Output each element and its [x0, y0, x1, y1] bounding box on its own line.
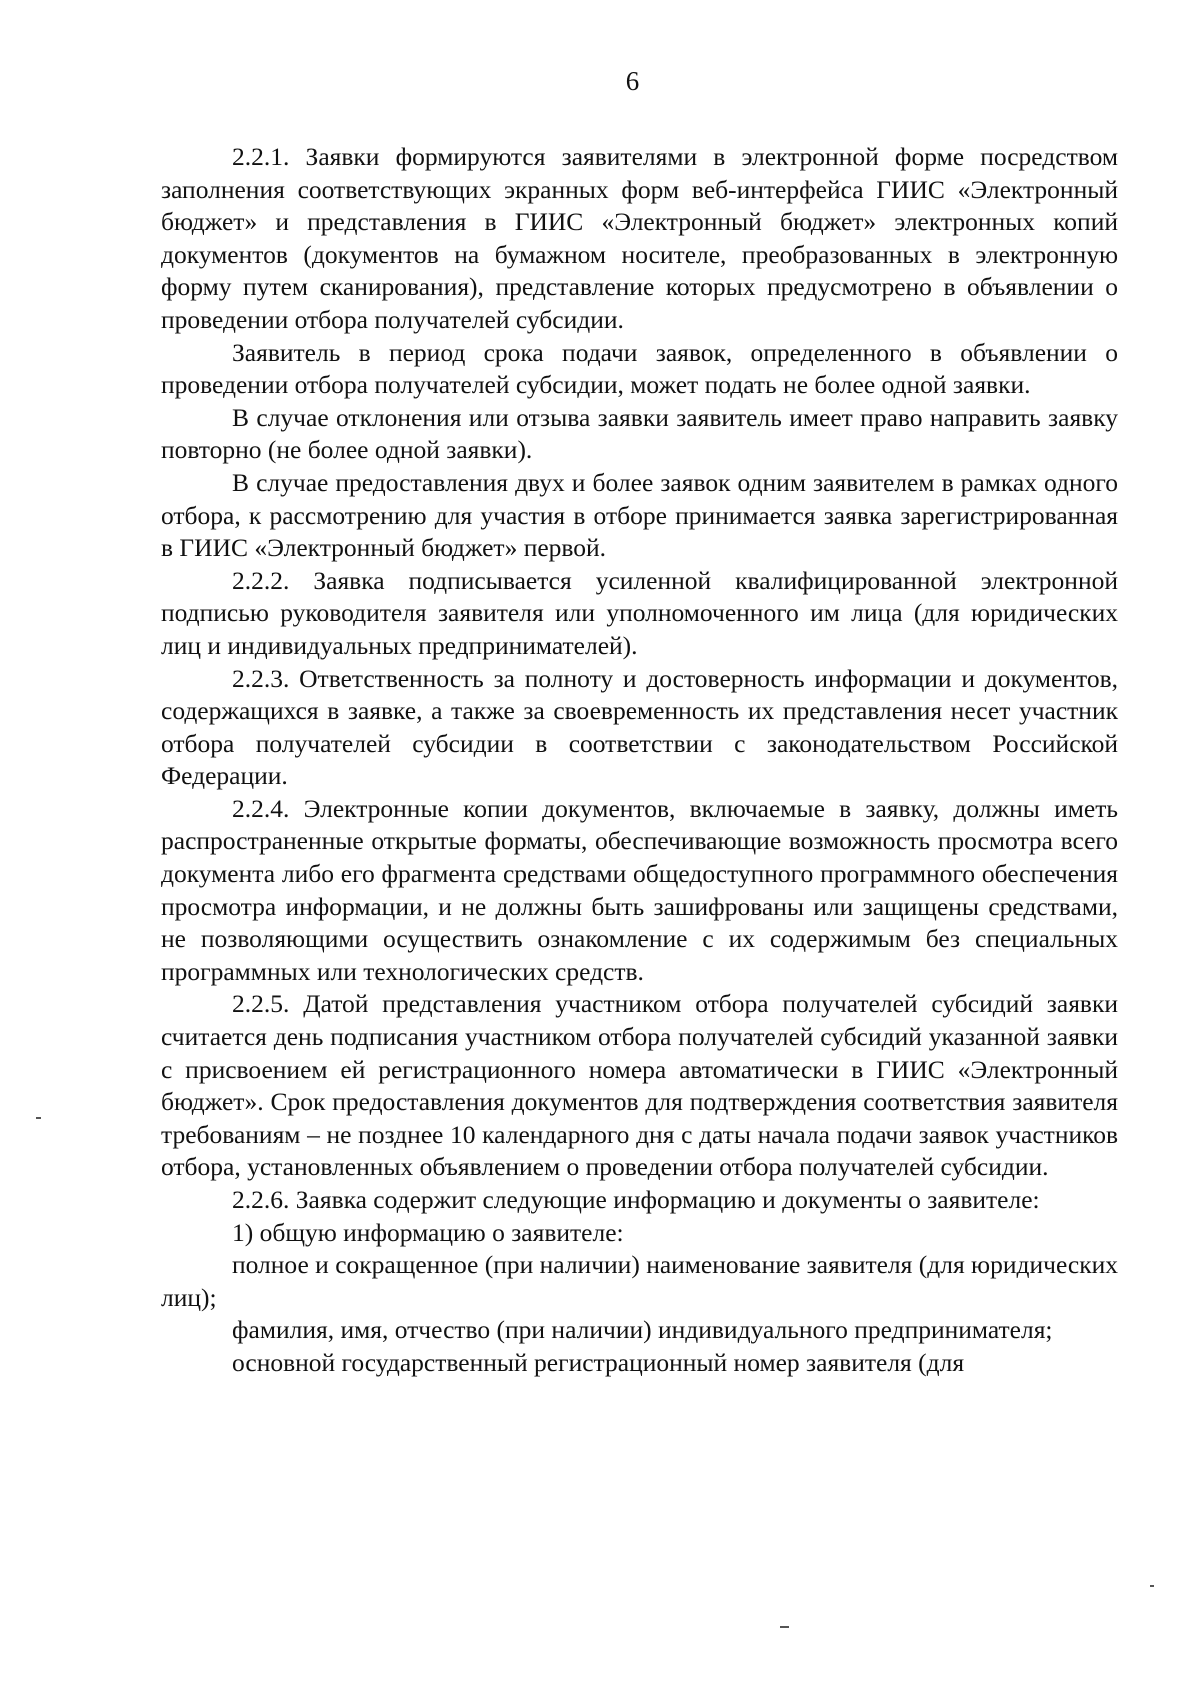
paragraph-2-2-3: 2.2.3. Ответственность за полноту и достоверность информации и документов, содержащихся в заявке, а также за своевременность их представления несет участник отбора получателей субсидии в соответствии с законодательством Российской Федерации.: [161, 663, 1118, 791]
paragraph-2-2-6: 2.2.6. Заявка содержит следующие информацию и документы о заявителе:: [232, 1185, 1040, 1214]
scan-artifact: [780, 1626, 789, 1628]
page-number: 6: [625, 66, 640, 96]
scan-artifact: [1150, 1585, 1154, 1587]
list-item-general-info: 1) общую информацию о заявителе:: [232, 1217, 624, 1247]
paragraph-rejection: В случае отклонения или отзыва заявки заявитель имеет право направить заявку повторно (не более одной заявки).: [161, 402, 1118, 465]
paragraph-2-2-2: 2.2.2. Заявка подписывается усиленной квалифицированной электронной подписью руководителя заявителя или уполномоченного им лица (для юридических лиц и индивидуальных предпринимателей).: [161, 565, 1118, 660]
paragraph-2-2-4: 2.2.4. Электронные копии документов, включаемые в заявку, должны иметь распространенные открытые форматы, обеспечивающие возможность просмотра всего документа либо его фрагмента средствами общедоступного программного обеспечения просмотра информации, и не должны быть зашифрованы или защищены средствами, не позволяющими осуществить ознакомление с их содержимым без специальных программных или технологических средств.: [161, 793, 1118, 986]
paragraph-2-2-5: 2.2.5. Датой представления участником отбора получателей субсидий заявки считается день подписания участником отбора получателей субсидий указанной заявки с присвоением ей регистрационного номера автоматически в ГИИС «Электронный бюджет». Срок предоставления документов для подтверждения соответствия заявителя требованиям – не позднее 10 календарного дня с даты начала подачи заявок участников отбора, установленных объявлением о проведении отбора получателей субсидии.: [161, 989, 1118, 1182]
paragraph-2-2-1: 2.2.1. Заявки формируются заявителями в электронной форме посредством заполнения соответствующих экранных форм веб-интерфейса ГИИС «Электронный бюджет» и представления в ГИИС «Электронный бюджет» электронных копий документов (документов на бумажном носителе, преобразованных в электронную форму путем сканирования), представление которых предусмотрено в объявлении о проведении отбора получателей субсидии.: [161, 142, 1118, 334]
list-item-entrepreneur-name: фамилия, имя, отчество (при наличии) индивидуального предпринимателя;: [232, 1315, 1053, 1345]
paragraph-applicant-period: Заявитель в период срока подачи заявок, определенного в объявлении о проведении отбора получателей субсидии, может подать не более одной заявки.: [161, 337, 1118, 400]
paragraph-multiple-applications: В случае предоставления двух и более заявок одним заявителем в рамках одного отбора, к рассмотрению для участия в отборе принимается заявка зарегистрированная в ГИИС «Электронный бюджет» первой.: [161, 467, 1118, 563]
document-body: [161, 141, 1118, 1380]
list-item-full-name: полное и сокращенное (при наличии) наименование заявителя (для юридических лиц);: [161, 1250, 1119, 1312]
list-item-registration-number: основной государственный регистрационный номер заявителя (для: [232, 1347, 965, 1377]
scan-artifact: [36, 1117, 41, 1119]
